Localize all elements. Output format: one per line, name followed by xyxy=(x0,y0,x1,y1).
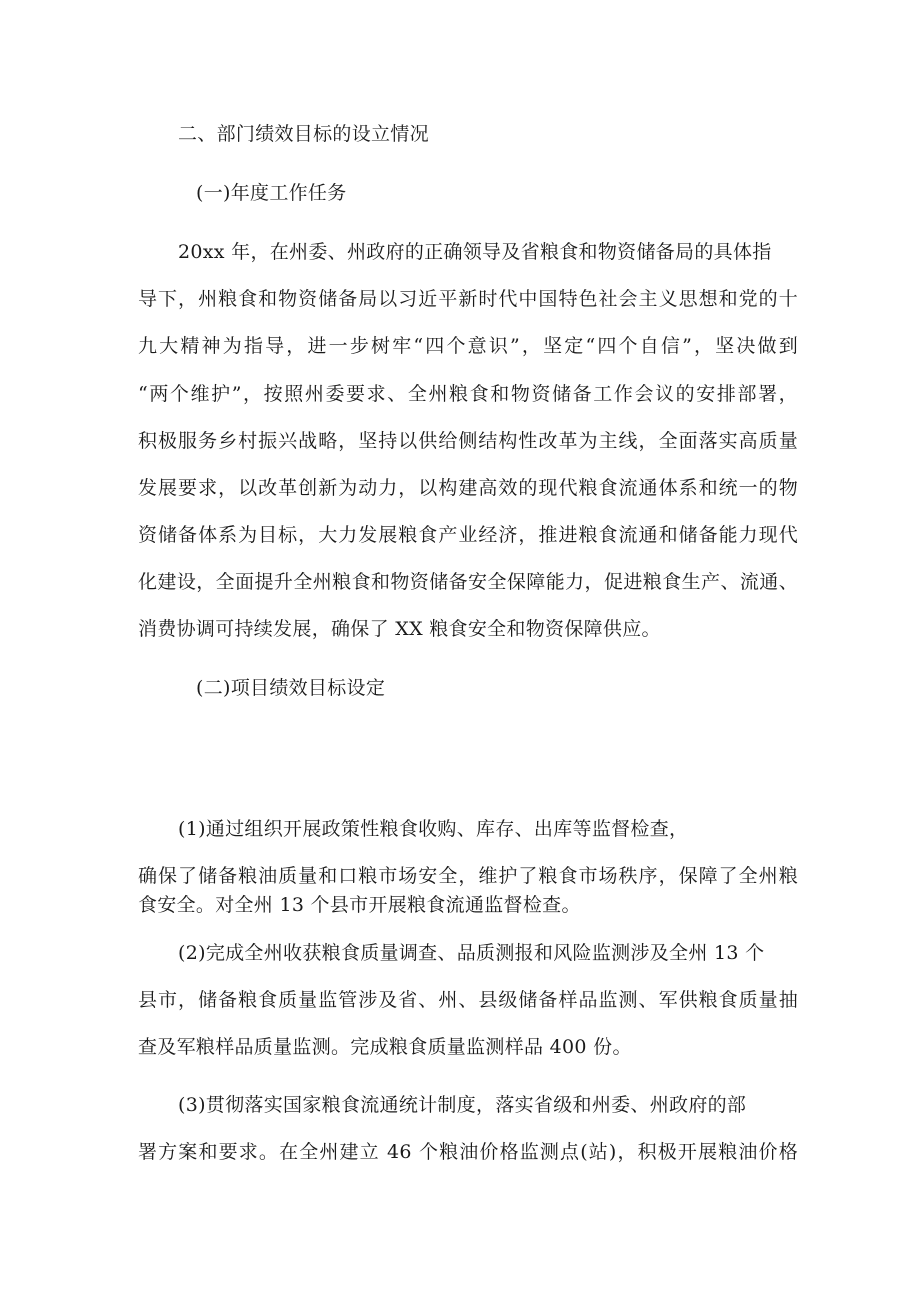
list-item-line: (1)通过组织开展政策性粮食收购、库存、出库等监督检查， xyxy=(178,818,689,840)
paragraph-line: 资储备体系为目标，大力发展粮食产业经济，推进粮食流通和储备能力现代 xyxy=(138,524,798,546)
list-item-line: 查及军粮样品质量监测。完成粮食质量监测样品 400 份。 xyxy=(138,1036,632,1058)
paragraph-line: 积极服务乡村振兴战略，坚持以供给侧结构性改革为主线，全面落实高质量 xyxy=(138,430,798,452)
section-heading: 二、部门绩效目标的设立情况 xyxy=(178,123,429,145)
paragraph-line: 20xx 年，在州委、州政府的正确领导及省粮食和物资储备局的具体指 xyxy=(178,241,772,263)
paragraph-line: 发展要求，以改革创新为动力，以构建高效的现代粮食流通体系和统一的物 xyxy=(138,477,798,499)
list-item-line: (3)贯彻落实国家粮食流通统计制度，落实省级和州委、州政府的部 xyxy=(178,1094,747,1116)
list-item-line: 县市，储备粮食质量监管涉及省、州、县级储备样品监测、军供粮食质量抽 xyxy=(138,989,798,1011)
paragraph-line: 化建设，全面提升全州粮食和物资储备安全保障能力，促进粮食生产、流通、 xyxy=(138,571,798,593)
list-item-line: 食安全。对全州 13 个县市开展粮食流通监督检查。 xyxy=(138,894,581,916)
sub-heading-annual-tasks: (一)年度工作任务 xyxy=(196,182,347,204)
list-item-line: 确保了储备粮油质量和口粮市场安全，维护了粮食市场秩序，保障了全州粮 xyxy=(138,865,798,887)
paragraph-line: “两个维护”，按照州委要求、全州粮食和物资储备工作会议的安排部署， xyxy=(138,383,798,405)
paragraph-line: 消费协调可持续发展，确保了 XX 粮食安全和物资保障供应。 xyxy=(138,618,661,640)
paragraph-line: 九大精神为指导，进一步树牢“四个意识”，坚定“四个自信”，坚决做到 xyxy=(138,335,798,357)
list-item-line: 署方案和要求。在全州建立 46 个粮油价格监测点(站)，积极开展粮油价格 xyxy=(138,1141,798,1163)
list-item-line: (2)完成全州收获粮食质量调查、品质测报和风险监测涉及全州 13 个 xyxy=(178,942,765,964)
sub-heading-performance-goals: (二)项目绩效目标设定 xyxy=(196,677,386,699)
paragraph-line: 导下，州粮食和物资储备局以习近平新时代中国特色社会主义思想和党的十 xyxy=(138,288,798,310)
